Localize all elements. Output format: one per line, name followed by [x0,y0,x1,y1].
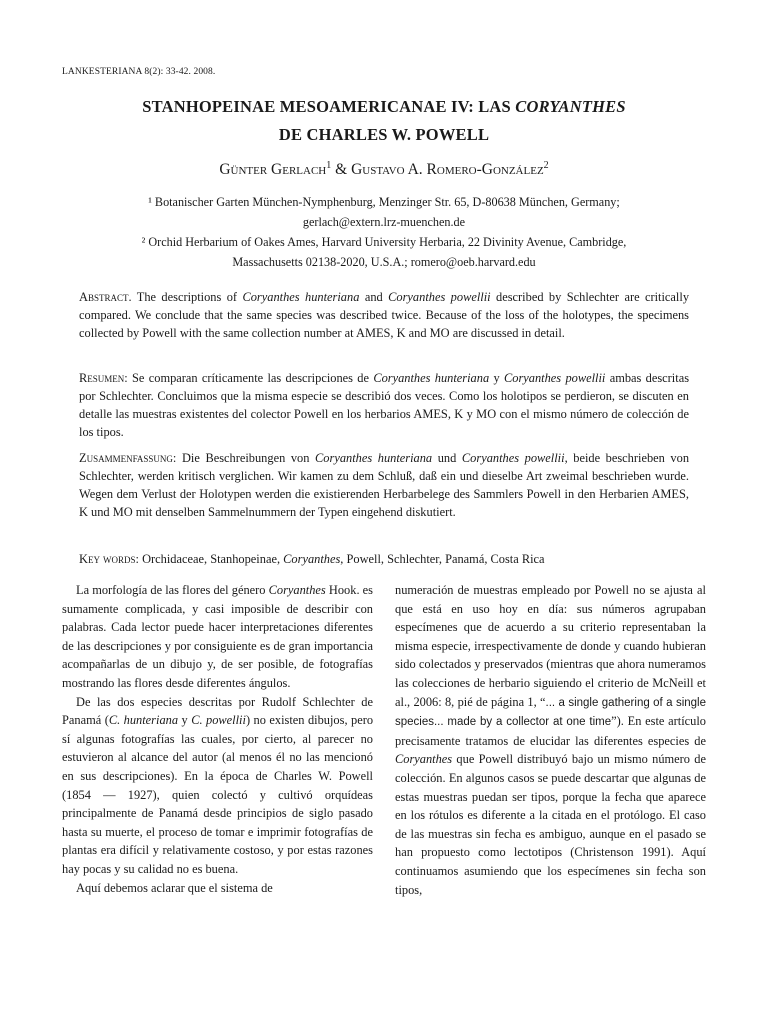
keywords-label: Key words: [79,552,139,566]
affiliation-1-line-1: ¹ Botanischer Garten München-Nymphenburg, Menzinger Str. 65, D-80638 München, Germany; [148,195,620,209]
article-title [40,93,728,149]
journal-reference: LANKESTERIANA 8(2): 33-42. 2008. [62,67,216,77]
affiliation-2-line-2: Massachusetts 02138-2020, U.S.A.; romero@oeb.harvard.edu [232,255,536,269]
resumen-label: Resumen: [79,371,128,385]
affiliations [70,192,698,272]
zusammenfassung-label: Zusammenfassung: [79,451,177,465]
title-line-1: STANHOPEINAE MESOAMERICANAE IV: LAS CORYANTHES [142,97,626,116]
abstract-german: Zusammenfassung: Die Beschreibungen von Coryanthes hunteriana und Coryanthes powellii, beide beschrieben von Schlechter, werden kritisch verglichen. Wir kamen zu dem Schluß, daß ein und dieselbe Art zweimal beschrieben wurde. Wegen dem Verlust der Holotypen werden die existierenden Herbarbelege des Sammlers Powell in den Herbarien AMES, K und MO mit denselben Sammelnummern der Typen eingehend diskutiert. [79,451,690,519]
author-2: Gustavo A. Romero-González [351,161,544,179]
author-1: Günter Gerlach [219,161,327,179]
abstract-spanish: Resumen: Se comparan críticamente las descripciones de Coryanthes hunteriana y Coryanthes powellii ambas descritas por Schlechter. Concluimos que la misma especie se describió dos veces. Como los holotipos se perdieron, se discuten en detalle las muestras existentes del colector Powell en los herbarios AMES, K y MO con el mismo número de colección de los tipos. [79,371,690,439]
author-1-affiliation-mark: 1 [326,160,332,171]
affiliation-2-line-1: ² Orchid Herbarium of Oakes Ames, Harvard University Herbaria, 22 Divinity Avenue, Cambridge, [141,235,627,249]
abstract-label: Abstract. [79,290,132,304]
title-line-2: DE CHARLES W. POWELL [278,125,490,144]
body-paragraph-1: La morfología de las flores del género Coryanthes Hook. es sumamente complicada, y casi imposible de describir con palabras. Cada lector puede hacer interpretaciones diferentes de las descripciones y por consiguiente es de gran importancia acompañarlas de un dibujo y, de ser posible, de fotografías mostrando las flores desde diferentes ángulos. [62,583,373,690]
abstract-english: Abstract. The descriptions of Coryanthes hunteriana and Coryanthes powellii described by Schlechter are critically compared. We conclude that the same species was described twice. Because of the loss of the holotypes, the specimens collected by Powell with the same collection number at AMES, K and MO are discussed in detail. [79,290,690,340]
affiliation-1-email: gerlach@extern.lrz-muenchen.de [302,215,466,229]
quoted-definition: ... a single gathering of a single species... made by a collector at one time [395,696,707,729]
author-list: Günter Gerlach$^1$ & Gustavo A. Romero-González$^2$ [219,160,549,179]
body-column-right [395,581,706,899]
body-column-left [62,581,373,897]
keywords: Key words: Orchidaceae, Stanhopeinae, Coryanthes, Powell, Schlechter, Panamá, Costa Rica [79,552,545,566]
body-paragraph-3: Aquí debemos aclarar que el sistema de [76,880,273,895]
author-2-affiliation-mark: 2 [543,160,549,171]
body-paragraph-3-continued: numeración de muestras empleado por Powell no se ajusta al que está en uso hoy en día: sus números agrupaban especímenes que de acuerdo a su criterio representaban la misma especie, irrespectivamente de donde y cuando hubieran sido colectados y preservados (mientras que ahora numeramos las colecciones de herbario siguiendo el criterio de McNeill et al., 2006: 8, pié de página 1, “... a single gathering of a single species... made by a collector at one time”). En este artículo precisamente tratamos de elucidar las diferentes especies de Coryanthes que Powell distribuyó bajo un mismo número de colección. En algunos casos se puede descartar que algunas de estas muestras puedan ser tipos, porque la fecha que aparece en los rótulos es diferente a la citada en el protólogo. El caso de las muestras sin fecha es ambiguo, aunque en el pasado se han propuesto como lectotipos (Christenson 1991). Aquí continuamos asumiendo que los especímenes sin fecha son tipos, [395,583,707,897]
body-paragraph-2: De las dos especies descritas por Rudolf Schlechter de Panamá (C. hunteriana y C. powellii) no existen dibujos, pero sí algunas fotografías las cuales, por cierto, al parecer no estuvieron al alcance del autor (al menos él no las mencionó en sus descripciones). En la época de Charles W. Powell (1854 — 1927), quien colectó y cultivó orquídeas principalmente de Panamá desde principios de siglo pasado hasta su muerte, el proceso de tomar e imprimir fotografías de plantas era difícil y relativamente costoso, y por estas razones hay pocas y su calidad no es buena. [62,694,374,876]
